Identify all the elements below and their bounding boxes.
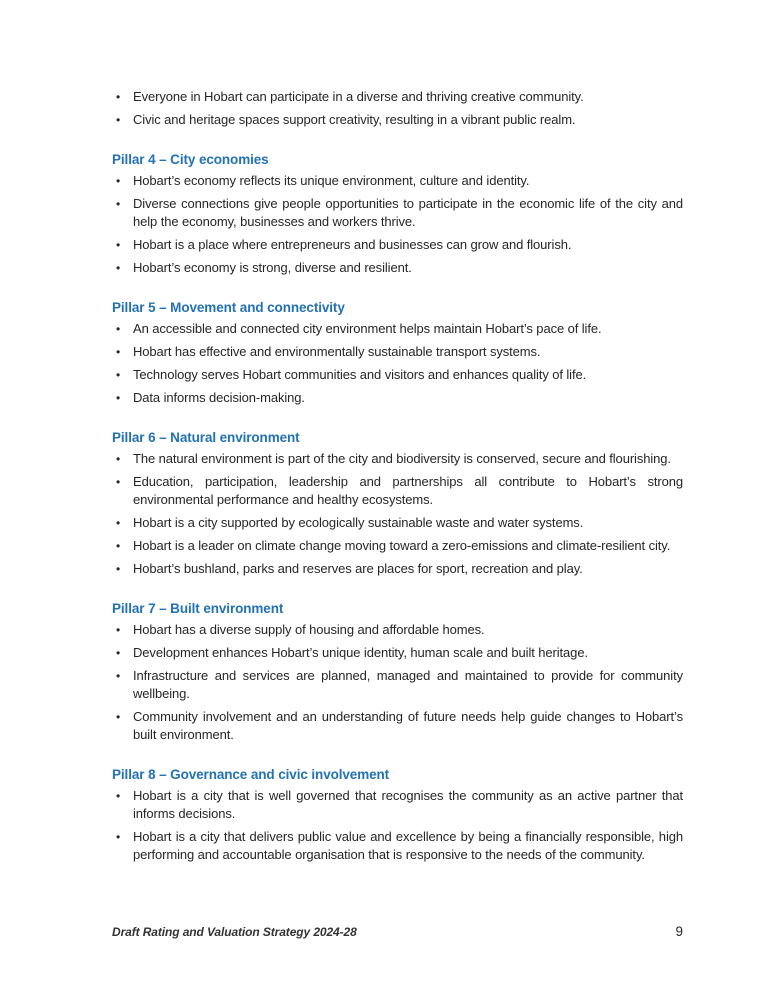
- pillar-section: [112, 765, 683, 864]
- bullet-marker-icon: •: [116, 90, 121, 104]
- section-heading: Pillar 4 – City economies: [112, 152, 269, 167]
- bullet-item: [112, 88, 683, 106]
- bullet-marker-icon: •: [116, 345, 121, 359]
- bullet-marker-icon: •: [116, 562, 121, 576]
- bullet-text: Hobart has effective and environmentally sustainable transport systems.: [133, 344, 541, 359]
- bullet-marker-icon: •: [116, 830, 121, 844]
- bullet-marker-icon: •: [116, 669, 121, 683]
- pillar-section: [112, 428, 683, 578]
- bullet-item: [112, 172, 683, 190]
- bullet-text: Hobart is a city that delivers public value and excellence by being a financially responsible, high performing and accountable organisation that is responsive to the needs of the community.: [133, 829, 683, 862]
- bullet-marker-icon: •: [116, 174, 121, 188]
- bullet-item: [112, 537, 683, 555]
- bullet-text: Data informs decision-making.: [133, 390, 305, 405]
- bullet-text: Hobart is a place where entrepreneurs and businesses can grow and flourish.: [133, 237, 572, 252]
- bullet-text: Hobart’s economy is strong, diverse and resilient.: [133, 260, 412, 275]
- bullet-marker-icon: •: [116, 238, 121, 252]
- bullet-text: Everyone in Hobart can participate in a diverse and thriving creative community.: [133, 89, 584, 104]
- bullet-item: [112, 111, 683, 129]
- bullet-text: Technology serves Hobart communities and visitors and enhances quality of life.: [133, 367, 587, 382]
- footer-page-number: 9: [675, 924, 683, 939]
- section-heading: Pillar 6 – Natural environment: [112, 430, 300, 445]
- bullet-item: [112, 366, 683, 384]
- bullet-marker-icon: •: [116, 197, 121, 211]
- bullet-item: [112, 667, 683, 703]
- bullet-text: Education, participation, leadership and partnerships all contribute to Hobart’s strong environmental performance and healthy ecosystems.: [133, 474, 683, 507]
- pillar-section: [112, 599, 683, 744]
- bullet-marker-icon: •: [116, 368, 121, 382]
- bullet-marker-icon: •: [116, 516, 121, 530]
- bullet-item: [112, 473, 683, 509]
- bullet-marker-icon: •: [116, 623, 121, 637]
- bullet-text: Development enhances Hobart’s unique identity, human scale and built heritage.: [133, 645, 588, 660]
- bullet-item: [112, 708, 683, 744]
- page-footer: [112, 924, 683, 939]
- bullet-item: [112, 343, 683, 361]
- bullet-text: Hobart has a diverse supply of housing and affordable homes.: [133, 622, 485, 637]
- pillar-section: [112, 150, 683, 277]
- bullet-text: Community involvement and an understanding of future needs help guide changes to Hobart’s built environment.: [133, 709, 683, 742]
- bullet-item: [112, 320, 683, 338]
- bullet-text: Hobart’s bushland, parks and reserves are places for sport, recreation and play.: [133, 561, 583, 576]
- bullet-text: Infrastructure and services are planned, managed and maintained to provide for community wellbeing.: [133, 668, 683, 701]
- bullet-item: [112, 389, 683, 407]
- bullet-item: [112, 195, 683, 231]
- bullet-text: Hobart is a leader on climate change moving toward a zero-emissions and climate-resilient city.: [133, 538, 671, 553]
- bullet-text: An accessible and connected city environment helps maintain Hobart’s pace of life.: [133, 321, 602, 336]
- bullet-marker-icon: •: [116, 539, 121, 553]
- page-content: [112, 88, 683, 864]
- footer-doc-title: Draft Rating and Valuation Strategy 2024-28: [112, 925, 357, 939]
- bullet-text: Hobart’s economy reflects its unique environment, culture and identity.: [133, 173, 530, 188]
- bullet-text: Diverse connections give people opportunities to participate in the economic life of the city and help the economy, businesses and workers thrive.: [133, 196, 683, 229]
- bullet-marker-icon: •: [116, 475, 121, 489]
- bullet-marker-icon: •: [116, 322, 121, 336]
- section-heading: Pillar 5 – Movement and connectivity: [112, 300, 345, 315]
- section-heading: Pillar 7 – Built environment: [112, 601, 284, 616]
- bullet-marker-icon: •: [116, 452, 121, 466]
- bullet-item: [112, 787, 683, 823]
- bullet-marker-icon: •: [116, 710, 121, 724]
- bullet-marker-icon: •: [116, 789, 121, 803]
- intro-bullet-list: [112, 88, 683, 129]
- bullet-item: [112, 236, 683, 254]
- bullet-item: [112, 450, 683, 468]
- bullet-text: Hobart is a city that is well governed that recognises the community as an active partner that informs decisions.: [133, 788, 683, 821]
- bullet-item: [112, 828, 683, 864]
- bullet-marker-icon: •: [116, 646, 121, 660]
- section-heading: Pillar 8 – Governance and civic involvement: [112, 767, 390, 782]
- bullet-text: Civic and heritage spaces support creativity, resulting in a vibrant public realm.: [133, 112, 576, 127]
- bullet-marker-icon: •: [116, 391, 121, 405]
- bullet-text: The natural environment is part of the city and biodiversity is conserved, secure and flourishing.: [133, 451, 671, 466]
- bullet-item: [112, 644, 683, 662]
- bullet-item: [112, 514, 683, 532]
- bullet-marker-icon: •: [116, 113, 121, 127]
- bullet-item: [112, 621, 683, 639]
- bullet-item: [112, 560, 683, 578]
- bullet-item: [112, 259, 683, 277]
- bullet-marker-icon: •: [116, 261, 121, 275]
- bullet-text: Hobart is a city supported by ecologically sustainable waste and water systems.: [133, 515, 584, 530]
- pillar-section: [112, 298, 683, 407]
